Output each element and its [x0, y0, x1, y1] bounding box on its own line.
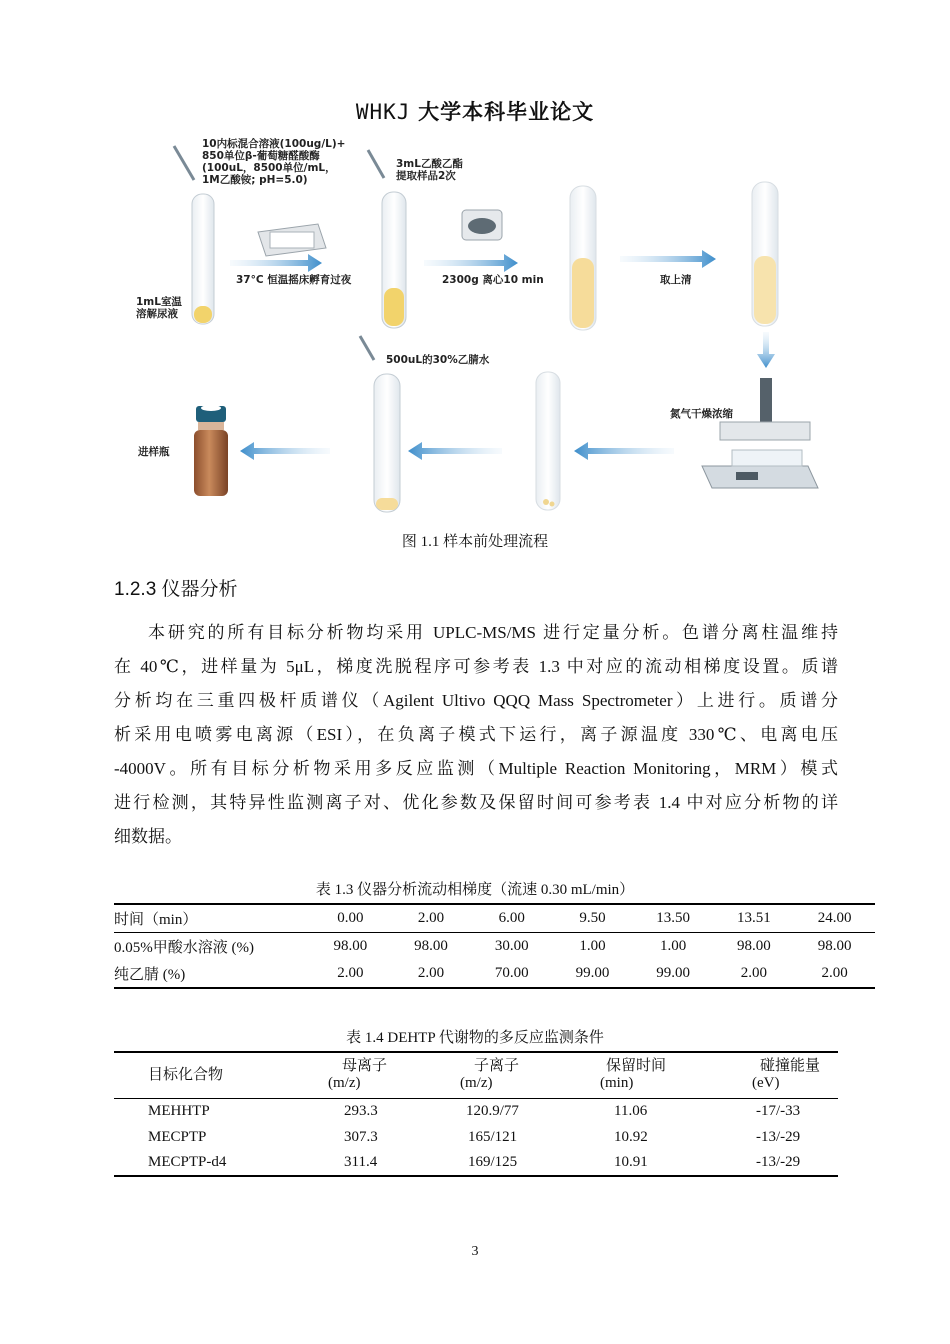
table-cell: MECPTP-d4	[114, 1150, 314, 1176]
table-cell: 307.3	[344, 1128, 378, 1145]
table-header-cell	[722, 1052, 838, 1098]
table-cell: 165/121	[468, 1128, 518, 1145]
paragraph-line: -4000V。所有目标分析物采用多反应监测（Multiple Reaction Monitoring，MRM）模式	[114, 759, 838, 778]
table-cell: 24.00	[794, 904, 875, 932]
table-1-3-caption: 表 1.3 仪器分析流动相梯度（流速 0.30 mL/min）	[315, 882, 635, 898]
table-cell: 10.91	[582, 1150, 722, 1176]
table-cell: 0.05%甲酸水溶液 (%)	[114, 939, 254, 956]
table-cell: 10.92	[614, 1128, 648, 1145]
header-text: 碰撞能量	[760, 1058, 821, 1075]
table-header-cell	[314, 1052, 444, 1098]
table-cell: 2.00	[391, 960, 472, 988]
tube-4	[752, 182, 778, 326]
tube-6	[536, 372, 560, 510]
table-cell: 2.00	[310, 960, 391, 988]
nitrogen-evaporator	[702, 378, 818, 488]
table-cell: 99.00	[552, 960, 633, 988]
label-incubate: 37°C 恒温摇床孵育过夜	[236, 274, 352, 286]
label-nitrogen: 氮气干燥浓缩	[670, 408, 733, 420]
arrow-6	[240, 442, 330, 460]
table-header-cell	[582, 1052, 722, 1098]
table-cell: 1.00	[579, 937, 606, 954]
table-header-cell	[444, 1052, 582, 1098]
table-cell: 13.50	[633, 904, 714, 932]
header-text: 子离子	[474, 1058, 520, 1075]
table-1-4-caption: 表 1.4 DEHTP 代谢物的多反应监测条件	[346, 1030, 604, 1046]
table-header-row	[114, 1052, 838, 1098]
table-row	[114, 1124, 838, 1150]
table-header-cell	[114, 1052, 314, 1098]
tube-3	[570, 186, 596, 330]
table-cell: 98.00	[414, 937, 448, 954]
table-cell: 2.00	[391, 904, 472, 932]
table-cell: -13/-29	[722, 1150, 838, 1176]
table-cell: 293.3	[344, 1102, 378, 1119]
table-row	[114, 1150, 838, 1176]
label-vial: 进样瓶	[138, 446, 170, 458]
table-cell: 169/125	[444, 1150, 582, 1176]
header-unit: (m/z)	[460, 1075, 493, 1092]
label-centrifuge: 2300g 离心10 min	[442, 274, 544, 286]
label-supernatant: 取上清	[660, 274, 692, 286]
table-row	[114, 1098, 838, 1124]
table-row	[114, 960, 875, 988]
sample-vial	[194, 405, 228, 496]
workflow-illustration	[112, 128, 838, 528]
table-cell: 311.4	[314, 1150, 444, 1176]
header-text: 母离子	[342, 1058, 388, 1075]
arrow-3	[620, 250, 716, 268]
label-reagents: 10内标混合溶液(100ug/L)+ 850单位β-葡萄糖醛酸酶 (100uL，8500单位/mL， 1M乙酸铵; pH=5.0)	[202, 138, 346, 186]
table-cell: 99.00	[633, 960, 714, 988]
section-heading: 1.2.3 仪器分析	[114, 579, 238, 600]
arrow-4	[574, 442, 674, 460]
table-cell: 98.00	[736, 937, 771, 954]
table-cell: 98.00	[817, 937, 852, 954]
header-text: 目标化合物	[148, 1066, 224, 1083]
table-1-3	[114, 903, 875, 989]
table-cell: 纯乙腈 (%)	[114, 960, 310, 988]
paragraph-line: 本研究的所有目标分析物均采用 UPLC-MS/MS 进行定量分析。色谱分离柱温维持	[148, 623, 838, 642]
table-cell: 9.50	[552, 904, 633, 932]
shaker-incubator	[258, 224, 326, 256]
arrow-5	[408, 442, 502, 460]
table-cell: -13/-29	[756, 1128, 801, 1145]
table-row	[114, 904, 875, 932]
table-cell: MEHHTP	[148, 1102, 210, 1119]
table-cell: -17/-33	[756, 1102, 801, 1119]
label-extract: 3mL乙酸乙酯 提取样品2次	[396, 158, 463, 182]
table-cell: 98.00	[333, 937, 368, 954]
header-unit: (min)	[600, 1075, 634, 1092]
table-1-4	[114, 1051, 838, 1177]
table-row	[114, 932, 875, 960]
centrifuge	[462, 210, 502, 240]
page-number: 3	[471, 1244, 479, 1259]
paragraph-line: 细数据。	[114, 827, 182, 846]
table-cell: 时间（min）	[114, 904, 310, 932]
figure-caption: 图 1.1 样本前处理流程	[401, 534, 549, 550]
table-cell: 0.00	[310, 904, 391, 932]
table-cell: 2.00	[794, 960, 875, 988]
arrow-1	[230, 254, 322, 272]
body-paragraph	[114, 616, 838, 854]
paragraph-line: 析采用电喷雾电离源（ESI），在负离子模式下运行，离子源温度 330℃、电离电压	[114, 725, 838, 744]
header-unit: (m/z)	[328, 1075, 361, 1092]
table-cell: 120.9/77	[466, 1102, 519, 1119]
table-cell: 6.00	[471, 904, 552, 932]
header-latin: WHKJ	[355, 100, 411, 124]
label-redissolve: 500uL的30%乙腈水	[386, 354, 490, 366]
paragraph-line: 进行检测，其特异性监测离子对、优化参数及保留时间可参考表 1.4 中对应分析物的详	[114, 793, 838, 812]
sample-prep-figure	[112, 128, 838, 528]
table-cell: 1.00	[660, 937, 687, 954]
paragraph-line: 分析均在三重四极杆质谱仪（Agilent Ultivo QQQ Mass Spectrometer）上进行。质谱分	[114, 691, 838, 710]
table-cell: 30.00	[494, 937, 529, 954]
table-cell: 11.06	[614, 1102, 648, 1119]
table-cell: 70.00	[471, 960, 552, 988]
arrow-down	[757, 332, 775, 368]
label-urine: 1mL室温 溶解尿液	[136, 296, 182, 320]
table-cell: MECPTP	[148, 1128, 207, 1145]
running-header	[0, 96, 950, 126]
arrow-2	[424, 254, 518, 272]
header-unit: (eV)	[752, 1075, 780, 1092]
header-text: 保留时间	[606, 1058, 667, 1075]
paragraph-line: 在 40℃，进样量为 5μL，梯度洗脱程序可参考表 1.3 中对应的流动相梯度设置。质谱	[114, 657, 838, 676]
table-cell: 2.00	[714, 960, 795, 988]
header-title: 大学本科毕业论文	[418, 100, 595, 124]
table-cell: 13.51	[714, 904, 795, 932]
